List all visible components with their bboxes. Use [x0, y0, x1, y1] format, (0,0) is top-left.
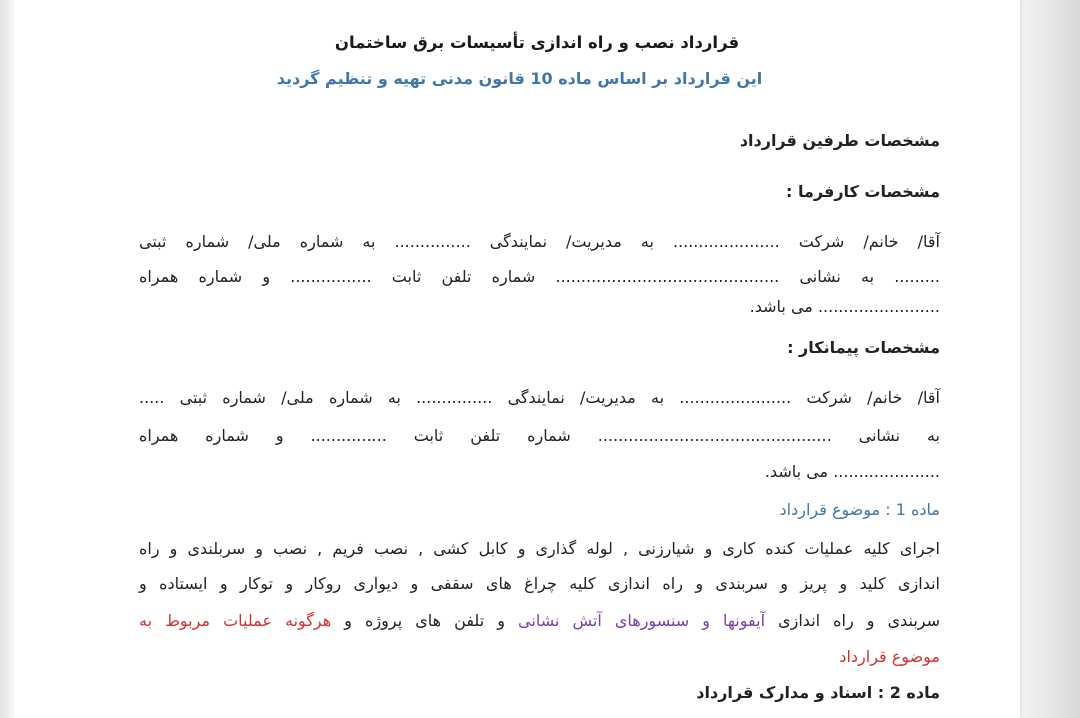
document-subtitle: این قرارداد بر اساس ماده 10 قانون مدنی تهیه و تنظیم گردید: [276, 69, 763, 88]
article-1-line-3: [139, 610, 940, 632]
document-title: قرارداد نصب و راه اندازی تأسیسات برق ساختمان: [334, 33, 740, 52]
employer-line-2: ......... به نشانی ............................................ شماره تلفن ثابت ................ و شماره همراه: [139, 267, 940, 286]
article-1-highlight-related-ops: هرگونه عملیات مربوط به: [139, 611, 332, 630]
article-1-line-2: اندازی کلید و پریز و سربندی و راه اندازی کلیه چراغ های سقفی و دیواری روکار و توکار و ایستاده و: [139, 574, 940, 593]
viewer-frame-left: [0, 0, 14, 718]
contractor-heading: مشخصات پیمانکار :: [787, 338, 940, 357]
article-2-heading: ماده 2 : اسناد و مدارک قرارداد: [696, 683, 940, 702]
document-page: [14, 0, 1020, 718]
contractor-line-3: ..................... می باشد.: [764, 462, 940, 481]
employer-heading: مشخصات کارفرما :: [786, 182, 940, 201]
viewer-frame-right: [1020, 0, 1080, 718]
article-1-line-3-part-3: و تلفن های پروژه و: [344, 611, 505, 630]
contractor-line-1: آقا/ خانم/ شرکت ...................... به مدیریت/ نمایندگی ............... به شماره ملی/ شماره ثبتی .....: [139, 388, 940, 407]
article-1-line-3-part-1: سربندی و راه اندازی: [778, 611, 941, 630]
parties-heading: مشخصات طرفین قرارداد: [739, 131, 940, 150]
employer-line-3: ........................ می باشد.: [749, 297, 940, 316]
article-1-heading: ماده 1 : موضوع قرارداد: [779, 500, 940, 519]
article-1-line-1: اجرای کلیه عملیات کنده کاری و شیارزنی , لوله گذاری و کابل کشی , نصب فریم , نصب و سربلندی و راه: [139, 539, 940, 558]
contractor-line-2: به نشانی .............................................. شماره تلفن ثابت ............... و شماره همراه: [139, 426, 940, 445]
article-1-line-4: موضوع قرارداد: [839, 647, 940, 666]
employer-line-1: آقا/ خانم/ شرکت ..................... به مدیریت/ نمایندگی ............... به شماره ملی/ شماره ثبتی: [139, 232, 940, 251]
article-1-highlight-intercom: آیفونها و سنسورهای آتش نشانی: [518, 611, 766, 630]
